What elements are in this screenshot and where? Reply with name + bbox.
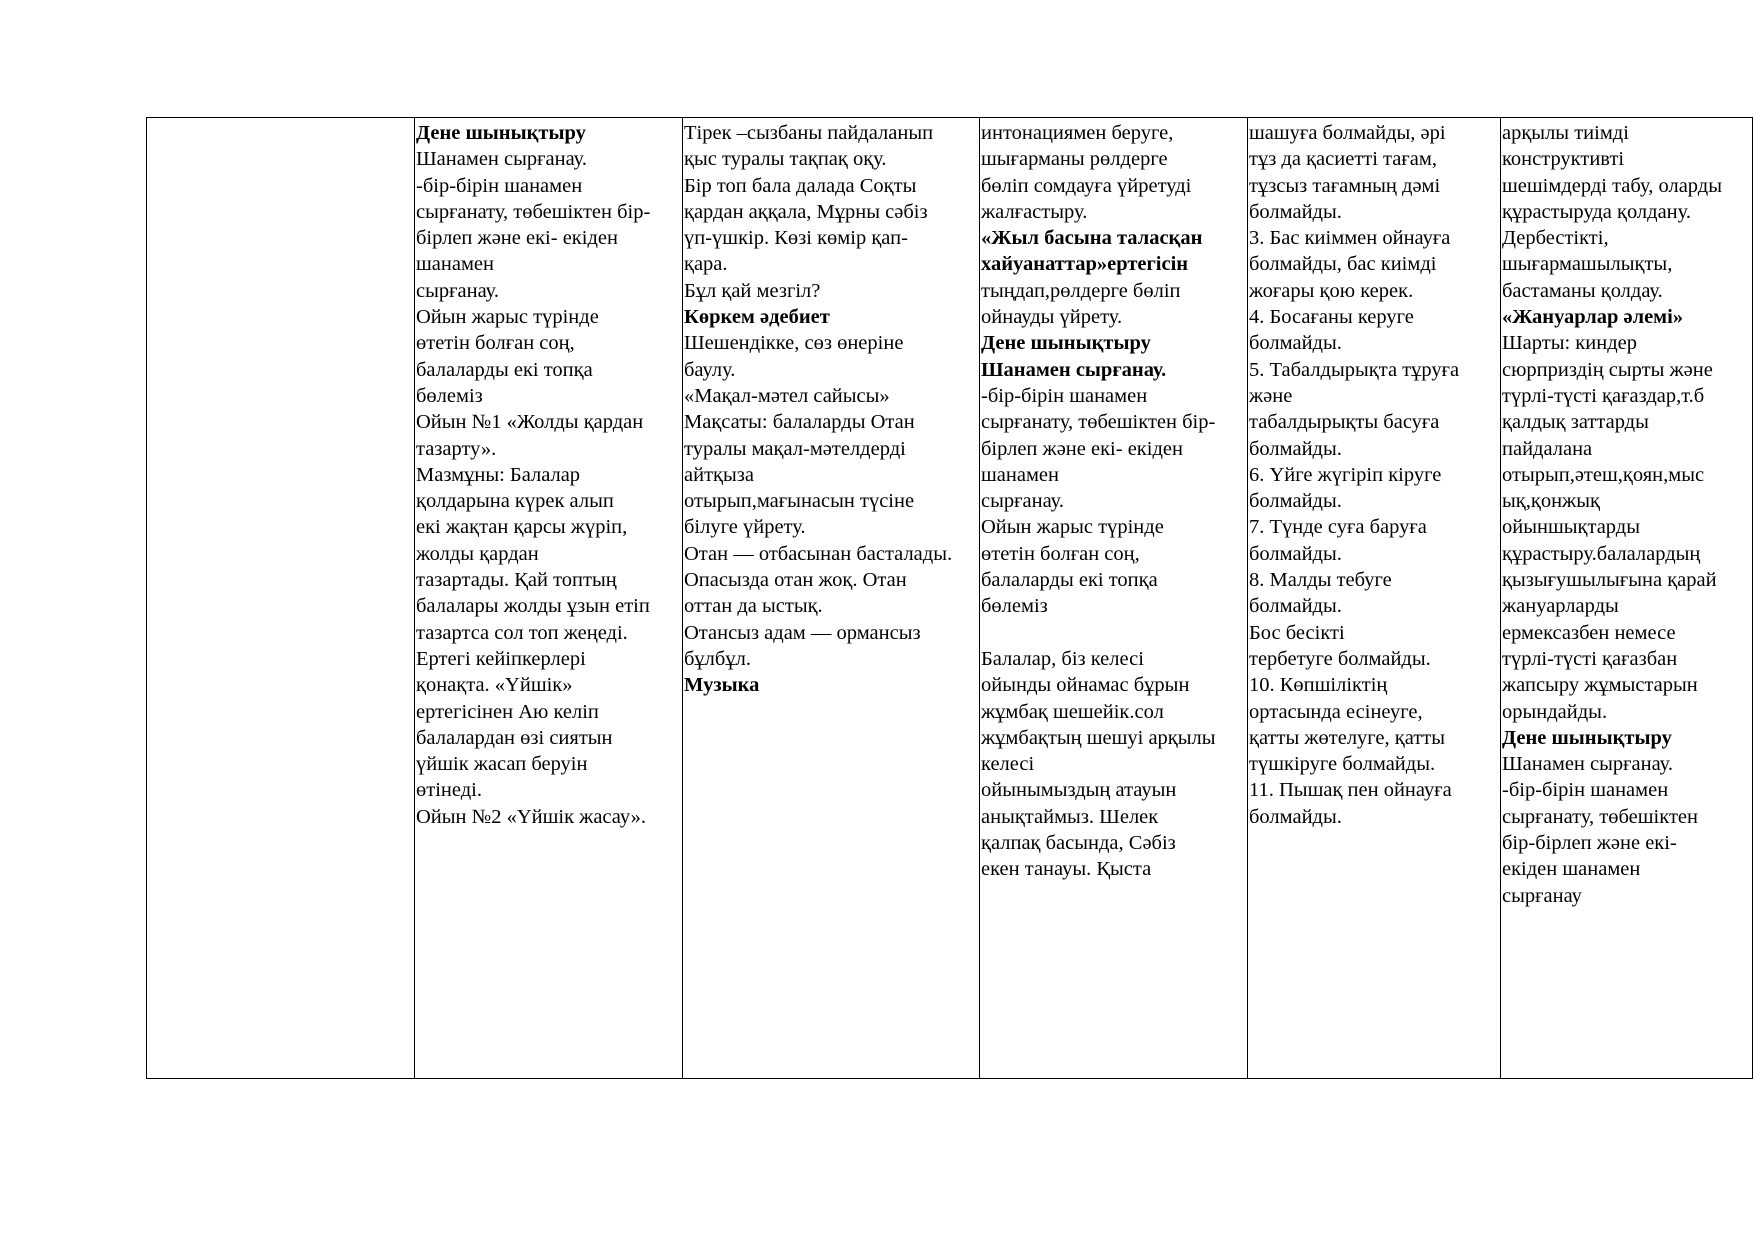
cell-text-line: шанамен	[981, 463, 1059, 486]
cell-text-line: тұзсыз тағамның дәмі	[1249, 174, 1441, 197]
cell-text-line: Дене шынықтыру	[416, 122, 586, 144]
cell-text-line: балаларды екі топқа	[981, 569, 1158, 592]
cell-text-line: Тірек –сызбаны пайдаланып	[684, 122, 934, 144]
cell-text-line: келесі	[981, 753, 1035, 776]
cell-text-line: шашуға болмайды, әрі	[1249, 122, 1446, 144]
cell-text-line: Мақсаты: балаларды Отан	[684, 411, 915, 434]
cell-text-line: түрлі-түсті қағаздар,т.б	[1502, 384, 1705, 407]
cell-text-line: 5. Табалдырықта тұруға	[1249, 358, 1460, 381]
table-cell-2	[683, 118, 980, 1079]
cell-text-line: Дене шынықтыру	[981, 332, 1151, 355]
cell-text-line: 8. Малды тебуге	[1249, 569, 1392, 592]
cell-text-line: құрастыруда қолдану.	[1502, 200, 1691, 223]
cell-text-line: Опасызда отан жоқ. Отан	[684, 569, 907, 592]
cell-text-line: ортасында есінеуге,	[1249, 700, 1423, 723]
cell-text-line: құрастыру.балалардың	[1502, 542, 1701, 565]
cell-text-line: тазартады. Қай топтың	[416, 569, 617, 592]
cell-text-line: тыңдап,рөлдерге бөліп	[981, 279, 1181, 302]
cell-text-line: жолды қардан	[416, 542, 539, 565]
cell-text-line: үп-үшкір. Көзі көмір қап-	[684, 227, 908, 250]
cell-text-line: ойынымыздың атауын	[981, 779, 1177, 802]
table-row	[147, 118, 1753, 1079]
cell-text-line: «Мақал-мәтел сайысы»	[684, 384, 890, 407]
cell-text-line: конструктивті	[1502, 148, 1625, 171]
cell-text-line: Шанамен сырғанау.	[416, 148, 587, 171]
cell-text-line: жалғастыру.	[981, 200, 1088, 223]
cell-text-line: бастаманы қолдау.	[1502, 279, 1663, 302]
cell-text-line	[981, 620, 1247, 646]
cell-text-line: білуге үйрету.	[684, 516, 806, 539]
cell-text-line: түшкіруге болмайды.	[1249, 753, 1436, 776]
cell-text-line: қалпақ басында, Сәбіз	[981, 832, 1176, 855]
cell-text-line: Балалар, біз келесі	[981, 647, 1144, 670]
cell-text-line: қатты жөтелуге, қатты	[1249, 726, 1446, 749]
cell-text-line: 7. Түнде суға баруға	[1249, 516, 1427, 539]
cell-text-line: балалары жолды ұзын етіп	[416, 595, 650, 618]
cell-text-line: сырғанату, төбешіктен бір-	[981, 411, 1216, 434]
cell-text-line: Бір топ бала далада Соқты	[684, 174, 917, 197]
cell-text-line: анықтаймыз. Шелек	[981, 805, 1159, 828]
cell-text-line: Ойын жарыс түрінде	[416, 306, 599, 329]
cell-text-line: өтінеді.	[416, 779, 482, 802]
cell-text-line: үйшік жасап беруін	[416, 753, 588, 776]
cell-text-line: жұмбақ шешейік.сол	[981, 700, 1164, 723]
cell-text-line: тұз да қасиетті тағам,	[1249, 148, 1437, 171]
cell-text-line: Ойын №1 «Жолды қардан	[416, 411, 644, 434]
cell-text-line: арқылы тиімді	[1502, 122, 1629, 144]
cell-text-line: Шанамен сырғанау.	[1502, 753, 1673, 776]
cell-text-line: балалардан өзі сиятын	[416, 726, 613, 749]
table-cell-3	[980, 118, 1248, 1079]
cell-text-line: сырғанату, төбешіктен	[1502, 805, 1698, 828]
cell-text-line: ермексазбен немесе	[1502, 621, 1676, 644]
cell-text-line: Шешендікке, сөз өнеріне	[684, 332, 904, 355]
cell-text-line: Шарты: киндер	[1502, 332, 1637, 355]
cell-text-line: жоғары қою керек.	[1249, 279, 1414, 302]
cell-text-line: қызығушылығына қарай	[1502, 569, 1717, 592]
cell-text-line: өтетін болған соң,	[981, 542, 1140, 565]
cell-text-line: болмайды.	[1249, 200, 1342, 223]
cell-text-line: 4. Босағаны керуге	[1249, 306, 1414, 329]
cell-text-line: Ойын жарыс түрінде	[981, 516, 1164, 539]
cell-text-line: қолдарына күрек алып	[416, 490, 614, 513]
cell-text-line: және	[1249, 384, 1293, 407]
cell-text-line: шығарманы рөлдерге	[981, 148, 1168, 171]
cell-text-line: табалдырықты басуға	[1249, 411, 1440, 434]
cell-text-line: оттан да ыстық.	[684, 595, 823, 618]
cell-text-line: Көркем әдебиет	[684, 306, 830, 329]
cell-text-line: қонақта. «Үйшік»	[416, 674, 573, 697]
cell-text-line: Ойын №2 «Үйшік жасау».	[416, 805, 646, 828]
plan-table	[146, 117, 1753, 1079]
table-cell-1	[415, 118, 683, 1079]
cell-text-line: отырып,мағынасын түсіне	[684, 490, 915, 513]
cell-text-line: «Жыл басына таласқан	[981, 227, 1203, 250]
cell-text-line: 3. Бас киіммен ойнауға	[1249, 227, 1451, 250]
cell-text-line: қыс туралы тақпақ оқу.	[684, 148, 887, 171]
cell-text-line: баулу.	[684, 358, 736, 381]
cell-text-line: Дербестікті,	[1502, 227, 1609, 250]
cell-text-line: болмайды.	[1249, 542, 1342, 565]
cell-text-line: «Жануарлар әлемі»	[1502, 306, 1684, 329]
cell-text-line: болмайды.	[1249, 595, 1342, 618]
cell-text-line: сырғанау.	[981, 490, 1064, 513]
cell-text-line: -бір-бірін шанамен	[416, 174, 583, 197]
cell-text-line: бұлбұл.	[684, 647, 751, 670]
cell-text-line: тазартса сол топ жеңеді.	[416, 621, 628, 644]
cell-text-line: Шанамен сырғанау.	[981, 358, 1167, 381]
cell-text-line: хайуанаттар»ертегісін	[981, 253, 1189, 276]
cell-text-line: Ертегі кейіпкерлері	[416, 647, 586, 670]
cell-text-line: 6. Үйге жүгіріп кіруге	[1249, 463, 1442, 486]
cell-text-line: болмайды.	[1249, 805, 1342, 828]
cell-text-line: бірлеп және екі- екіден	[981, 437, 1183, 460]
cell-text-line: айтқыза	[684, 463, 754, 486]
cell-text-line: ойыншықтарды	[1502, 516, 1640, 539]
cell-text-line: өтетін болған соң,	[416, 332, 575, 355]
cell-text-line: 10. Көпшіліктің	[1249, 674, 1388, 697]
cell-text-line: ойнауды үйрету.	[981, 306, 1123, 329]
cell-text-line: жапсыру жұмыстарын	[1502, 674, 1698, 697]
table-cell-0	[147, 118, 415, 1079]
cell-text-line: Бос бесікті	[1249, 621, 1345, 644]
cell-text-line: Отан — отбасынан басталады.	[684, 542, 953, 565]
cell-text-line: пайдалана	[1502, 437, 1593, 460]
cell-text-line: бір-бірлеп және екі-	[1502, 832, 1677, 855]
cell-text-line: ертегісінен Аю келіп	[416, 700, 599, 723]
cell-text-line: отырып,әтеш,қоян,мыс	[1502, 463, 1705, 486]
cell-text-line: жануарларды	[1502, 595, 1619, 618]
cell-text-line: -бір-бірін шанамен	[981, 384, 1148, 407]
cell-text-line: сырғанау	[1502, 884, 1582, 907]
cell-text-line: ық,қонжық	[1502, 490, 1600, 513]
cell-text-line: болмайды.	[1249, 437, 1342, 460]
cell-text-line: Музыка	[684, 674, 760, 697]
cell-text-line: шешімдерді табу, оларды	[1502, 174, 1722, 197]
cell-text-line: Отансыз адам — ормансыз	[684, 621, 921, 644]
cell-text-line: бөлеміз	[416, 384, 483, 407]
cell-text-line: қардан аққала, Мұрны сәбіз	[684, 200, 928, 223]
cell-text-line: интонациямен беруге,	[981, 122, 1174, 144]
cell-text-line: сырғанату, төбешіктен бір-	[416, 200, 651, 223]
cell-text-line: тазарту».	[416, 437, 497, 460]
cell-text-line: қалдық заттарды	[1502, 411, 1649, 434]
cell-text-line: Бұл қай мезгіл?	[684, 279, 821, 302]
cell-text-line: болмайды.	[1249, 490, 1342, 513]
cell-text-line: шанамен	[416, 253, 494, 276]
cell-text-line: шығармашылықты,	[1502, 253, 1673, 276]
cell-text-line: екен танауы. Қыста	[981, 858, 1152, 881]
cell-text-line: -бір-бірін шанамен	[1502, 779, 1669, 802]
cell-text-line: екі жақтан қарсы жүріп,	[416, 516, 628, 539]
cell-text-line: Мазмұны: Балалар	[416, 463, 581, 486]
cell-text-line: болмайды, бас киімді	[1249, 253, 1437, 276]
table-cell-4	[1248, 118, 1501, 1079]
cell-text-line: бөліп сомдауға үйретуді	[981, 174, 1192, 197]
cell-text-line: туралы мақал-мәтелдерді	[684, 437, 906, 460]
cell-text-line: сюрприздің сырты және	[1502, 358, 1713, 381]
cell-text-line: балаларды екі топқа	[416, 358, 593, 381]
cell-text-line: тербетуге болмайды.	[1249, 647, 1431, 670]
cell-text-line: бөлеміз	[981, 595, 1048, 618]
cell-text-line: қара.	[684, 253, 728, 276]
table-cell-5	[1501, 118, 1753, 1079]
cell-text-line: түрлі-түсті қағазбан	[1502, 647, 1678, 670]
cell-text-line: сырғанау.	[416, 279, 499, 302]
cell-text-line: Дене шынықтыру	[1502, 726, 1672, 749]
cell-text-line: бірлеп және екі- екіден	[416, 227, 618, 250]
cell-text-line: орындайды.	[1502, 700, 1608, 723]
cell-text-line: екіден шанамен	[1502, 858, 1641, 881]
cell-text-line: 11. Пышақ пен ойнауға	[1249, 779, 1452, 802]
cell-text-line: жұмбақтың шешуі арқылы	[981, 726, 1216, 749]
cell-text-line: болмайды.	[1249, 332, 1342, 355]
cell-text-line: ойынды ойнамас бұрын	[981, 674, 1190, 697]
